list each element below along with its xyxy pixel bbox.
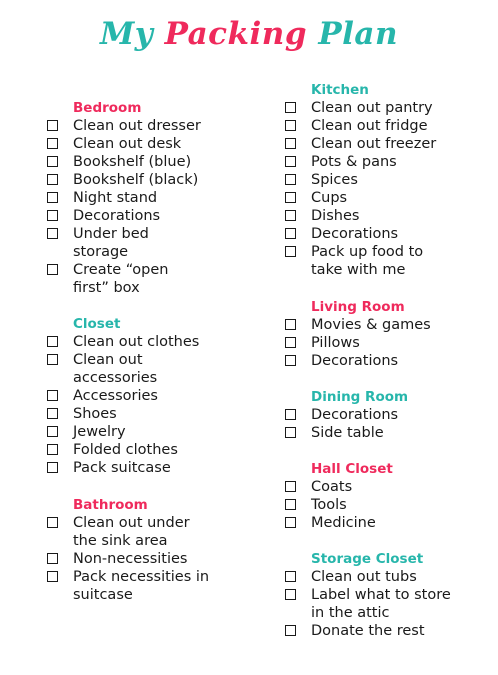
section-heading-living-room: Living Room <box>311 299 405 315</box>
checklist-item[interactable] <box>47 423 252 441</box>
checklist-item[interactable] <box>47 153 252 171</box>
checkbox-icon[interactable] <box>47 210 58 221</box>
item-label: Pack up food to take with me <box>311 244 424 278</box>
item-label: Clean out pantry <box>311 100 433 116</box>
checkbox-icon[interactable] <box>285 102 296 113</box>
item-label: Decorations <box>311 407 399 423</box>
checklist-item[interactable] <box>47 351 163 387</box>
item-label: Under bed storage <box>73 226 149 260</box>
section-bathroom <box>47 496 252 604</box>
checklist-item[interactable] <box>285 424 490 442</box>
checklist-item[interactable] <box>285 189 490 207</box>
item-label: Folded clothes <box>73 442 178 458</box>
item-label: Pots & pans <box>311 154 397 170</box>
checkbox-icon[interactable] <box>285 120 296 131</box>
checkbox-icon[interactable] <box>47 138 58 149</box>
checkbox-icon[interactable] <box>285 409 296 420</box>
title-word-packing: Packing <box>164 16 308 52</box>
section-bedroom <box>47 99 252 297</box>
item-label: Create “open first” box <box>73 262 169 296</box>
title-word-my: My <box>99 16 154 52</box>
checklist-item[interactable] <box>47 459 252 477</box>
checklist-item[interactable] <box>285 99 490 117</box>
item-label: Pillows <box>311 335 360 351</box>
item-label: Shoes <box>73 406 117 422</box>
checklist-item[interactable] <box>47 333 252 351</box>
title-word-plan: Plan <box>318 16 399 52</box>
section-dining-room <box>285 388 490 442</box>
checklist-item[interactable] <box>285 478 490 496</box>
section-heading-hall-closet: Hall Closet <box>311 461 393 477</box>
checklist-item[interactable] <box>285 135 490 153</box>
checkbox-icon[interactable] <box>47 354 58 365</box>
checkbox-icon[interactable] <box>285 517 296 528</box>
checklist-item[interactable] <box>285 207 490 225</box>
section-heading-dining-room: Dining Room <box>311 389 409 405</box>
item-label: Jewelry <box>73 424 126 440</box>
item-label: Decorations <box>311 353 399 369</box>
checkbox-icon[interactable] <box>285 174 296 185</box>
checkbox-icon[interactable] <box>47 192 58 203</box>
item-label: Bookshelf (blue) <box>73 154 192 170</box>
item-label: Clean out under the sink area <box>73 515 190 549</box>
section-storage-closet <box>285 550 490 640</box>
checklist-item[interactable] <box>285 153 490 171</box>
item-label: Tools <box>311 497 347 513</box>
checklist-item[interactable] <box>47 207 252 225</box>
checklist-item[interactable] <box>285 622 490 640</box>
item-label: Decorations <box>311 226 399 242</box>
checkbox-icon[interactable] <box>47 120 58 131</box>
checkbox-icon[interactable] <box>285 625 296 636</box>
checkbox-icon[interactable] <box>285 427 296 438</box>
item-label: Decorations <box>73 208 161 224</box>
checklist-item[interactable] <box>285 334 490 352</box>
checkbox-icon[interactable] <box>285 210 296 221</box>
checklist-item[interactable] <box>47 387 252 405</box>
item-label: Movies & games <box>311 317 431 333</box>
checklist-item[interactable] <box>47 135 252 153</box>
section-kitchen <box>285 81 490 279</box>
checklist-item[interactable] <box>285 316 490 334</box>
checkbox-icon[interactable] <box>285 499 296 510</box>
checkbox-icon[interactable] <box>285 337 296 348</box>
item-label: Clean out freezer <box>311 136 437 152</box>
checkbox-icon[interactable] <box>285 228 296 239</box>
item-label: Clean out clothes <box>73 334 200 350</box>
checkbox-icon[interactable] <box>285 138 296 149</box>
item-label: Cups <box>311 190 348 206</box>
checkbox-icon[interactable] <box>47 174 58 185</box>
checklist-item[interactable] <box>47 405 252 423</box>
checkbox-icon[interactable] <box>285 246 296 257</box>
checkbox-icon[interactable] <box>47 517 58 528</box>
item-label: Donate the rest <box>311 623 425 639</box>
checkbox-icon[interactable] <box>47 264 58 275</box>
checkbox-icon[interactable] <box>47 336 58 347</box>
checklist-item[interactable] <box>47 514 197 550</box>
page-title <box>0 16 498 52</box>
checkbox-icon[interactable] <box>47 553 58 564</box>
checklist-item[interactable] <box>47 117 252 135</box>
checklist-item[interactable] <box>47 441 252 459</box>
item-label: Night stand <box>73 190 158 206</box>
item-label: Spices <box>311 172 358 188</box>
section-hall-closet <box>285 460 490 532</box>
item-label: Clean out fridge <box>311 118 428 134</box>
checklist-item[interactable] <box>285 225 490 243</box>
checkbox-icon[interactable] <box>47 390 58 401</box>
section-heading-kitchen: Kitchen <box>311 82 369 98</box>
item-label: Clean out accessories <box>73 352 158 386</box>
section-heading-bathroom: Bathroom <box>73 497 148 513</box>
checkbox-icon[interactable] <box>47 462 58 473</box>
item-label: Pack necessities in suitcase <box>73 569 210 603</box>
checklist-item[interactable] <box>47 171 252 189</box>
checklist-item[interactable] <box>285 117 490 135</box>
section-heading-closet: Closet <box>73 316 121 332</box>
item-label: Label what to store in the attic <box>311 587 451 621</box>
checkbox-icon[interactable] <box>47 426 58 437</box>
checklist-item[interactable] <box>285 171 490 189</box>
section-living-room <box>285 298 490 370</box>
checklist-item[interactable] <box>47 568 213 604</box>
checklist-item[interactable] <box>47 261 171 297</box>
item-label: Pack suitcase <box>73 460 171 476</box>
item-label: Dishes <box>311 208 360 224</box>
checklist-item[interactable] <box>285 496 490 514</box>
checkbox-icon[interactable] <box>47 444 58 455</box>
item-label: Bookshelf (black) <box>73 172 199 188</box>
checkbox-icon[interactable] <box>47 571 58 582</box>
item-label: Medicine <box>311 515 376 531</box>
checklist-item[interactable] <box>47 225 151 261</box>
checklist-item[interactable] <box>285 352 490 370</box>
section-closet <box>47 315 252 477</box>
item-label: Clean out dresser <box>73 118 201 134</box>
checklist-item[interactable] <box>285 243 457 279</box>
checkbox-icon[interactable] <box>285 571 296 582</box>
checkbox-icon[interactable] <box>285 355 296 366</box>
item-label: Clean out tubs <box>311 569 417 585</box>
item-label: Coats <box>311 479 353 495</box>
checkbox-icon[interactable] <box>47 408 58 419</box>
item-label: Accessories <box>73 388 158 404</box>
checklist-item[interactable] <box>285 568 490 586</box>
checklist-item[interactable] <box>285 406 490 424</box>
checkbox-icon[interactable] <box>285 589 296 600</box>
checklist-item[interactable] <box>47 550 252 568</box>
checklist-item[interactable] <box>285 586 457 622</box>
checkbox-icon[interactable] <box>285 192 296 203</box>
checkbox-icon[interactable] <box>285 319 296 330</box>
section-heading-bedroom: Bedroom <box>73 100 142 116</box>
checkbox-icon[interactable] <box>47 228 58 239</box>
checkbox-icon[interactable] <box>285 481 296 492</box>
checklist-item[interactable] <box>47 189 252 207</box>
checklist-item[interactable] <box>285 514 490 532</box>
checkbox-icon[interactable] <box>47 156 58 167</box>
section-heading-storage-closet: Storage Closet <box>311 551 424 567</box>
checkbox-icon[interactable] <box>285 156 296 167</box>
item-label: Clean out desk <box>73 136 182 152</box>
item-label: Side table <box>311 425 384 441</box>
item-label: Non-necessities <box>73 551 188 567</box>
